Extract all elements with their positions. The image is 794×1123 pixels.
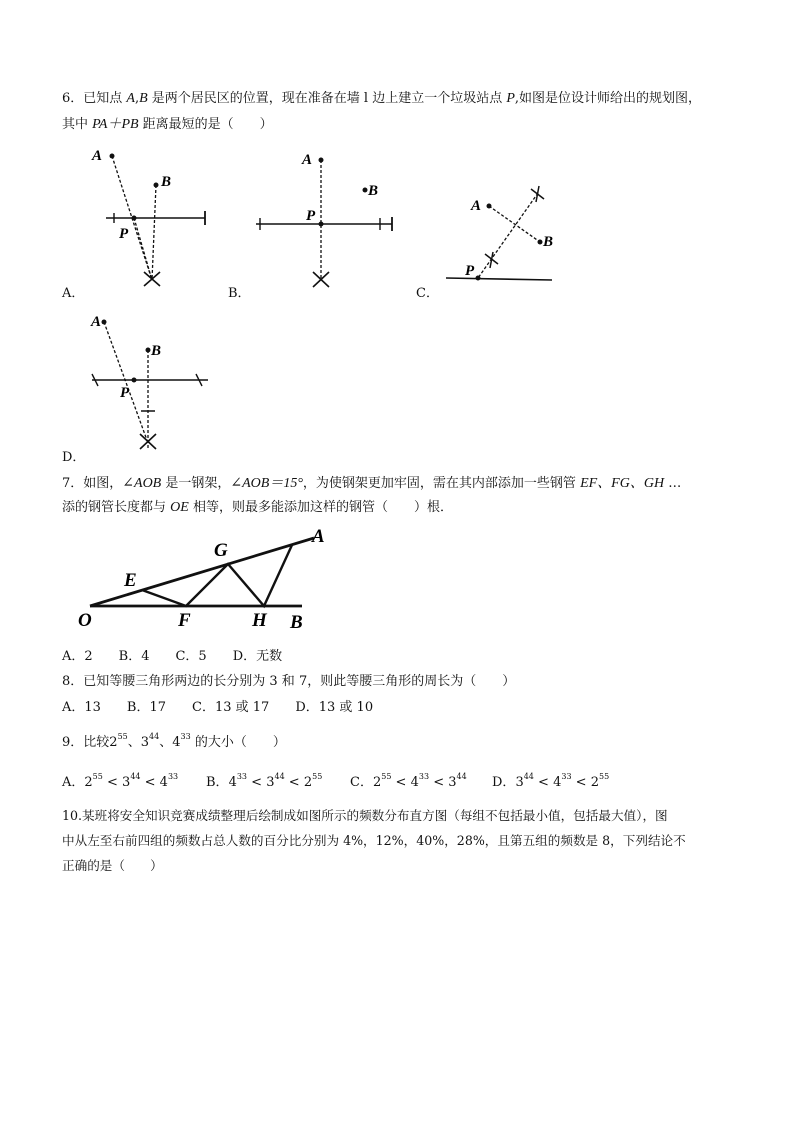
exp: 55 xyxy=(599,772,610,781)
base: 3 xyxy=(448,775,457,790)
lt: < xyxy=(102,775,123,790)
q10-stem-line1: 10.某班将安全知识竞赛成绩整理后绘制成如图所示的频数分布直方图（每组不包括最小值，包括最大值），图 xyxy=(62,808,668,823)
base: 2 xyxy=(84,775,93,790)
dashed-line xyxy=(489,206,540,242)
exp: 33 xyxy=(236,772,248,781)
q9-base: 3 xyxy=(140,735,150,750)
exp: 44 xyxy=(274,772,285,781)
base: 3 xyxy=(266,775,275,790)
label-f: F xyxy=(178,610,191,631)
label-a: A xyxy=(312,526,325,547)
q9-base: 2 xyxy=(109,735,118,750)
q7-text: … xyxy=(664,476,682,491)
q6-point-b: B xyxy=(139,91,148,106)
point-p-dot xyxy=(319,222,324,227)
base: 4 xyxy=(410,775,419,790)
point-a-dot xyxy=(487,204,492,209)
q7-angle-value: ∠AOB＝15° xyxy=(230,476,303,491)
exp: 55 xyxy=(92,772,103,781)
q7-text: 是一钢架， xyxy=(161,476,231,491)
point-a-dot xyxy=(102,320,107,325)
q6-point-a: A xyxy=(126,91,135,106)
base: 2 xyxy=(372,775,382,790)
dashed-line xyxy=(152,185,156,280)
exp: 44 xyxy=(523,772,534,781)
label-a: A xyxy=(91,314,102,330)
lt: < xyxy=(429,775,449,790)
q8-stem: 8．已知等腰三角形两边的长分别为 3 和 7，则此等腰三角形的周长为（ ） xyxy=(62,674,516,689)
q9-option-b xyxy=(206,774,322,792)
q6-text: ,如图是位设计师给出的规划图， xyxy=(514,91,702,106)
base: 4 xyxy=(228,775,237,790)
base: 2 xyxy=(590,775,599,790)
lt: < xyxy=(284,775,304,790)
exp: 33 xyxy=(167,772,179,781)
q6-option-c: C． xyxy=(416,286,439,301)
label-o: O xyxy=(78,610,92,631)
exp: 33 xyxy=(418,772,430,781)
label-p: P xyxy=(119,226,129,242)
point-p-dot xyxy=(132,378,137,383)
q9-sep: 、 xyxy=(159,735,173,750)
q9-option-c xyxy=(350,774,467,792)
label-b: B xyxy=(543,234,554,250)
label-b: B xyxy=(368,183,379,199)
label-a: A xyxy=(302,152,313,168)
base: 4 xyxy=(159,775,168,790)
dashed-line xyxy=(104,322,148,443)
exp: 44 xyxy=(456,772,467,781)
exp: 55 xyxy=(312,772,323,781)
lt: < xyxy=(391,775,411,790)
q6-stem-line1 xyxy=(62,90,701,108)
point-b-dot xyxy=(363,188,368,193)
label-b: B xyxy=(290,612,303,632)
point-a-dot xyxy=(319,158,324,163)
point-p-dot xyxy=(132,216,137,221)
q6-option-a: A． xyxy=(62,286,85,301)
opt-label: C． xyxy=(350,775,373,790)
base: 3 xyxy=(515,775,524,790)
base: 4 xyxy=(553,775,562,790)
q6-point-p: P xyxy=(506,91,515,106)
q9-base: 4 xyxy=(172,735,181,750)
q9-exponent: 55 xyxy=(117,732,128,741)
label-e: E xyxy=(124,570,137,591)
q6-option-b: B． xyxy=(228,286,251,301)
exp: 33 xyxy=(561,772,572,781)
label-a: A xyxy=(471,198,482,214)
label-p: P xyxy=(465,263,475,279)
q7-angle: ∠AOB xyxy=(122,476,162,491)
point-b-dot xyxy=(146,348,151,353)
q6-figure-a xyxy=(62,140,222,300)
q9-exponent: 33 xyxy=(180,732,191,741)
label-a: A xyxy=(92,148,103,164)
point-p-dot xyxy=(476,276,481,281)
q7-text: 添的钢管长度都与 xyxy=(62,500,171,515)
q6-text: 是两个居民区的位置，现在准备在墙 l 边上建立一个垃圾站点 xyxy=(147,91,507,106)
opt-label: A． xyxy=(62,775,85,790)
lt: < xyxy=(533,775,554,790)
q7-text: ，为使钢架更加牢固，需在其内部添加一些钢管 xyxy=(302,476,581,491)
base: 3 xyxy=(122,775,131,790)
q7-text: 7．如图， xyxy=(62,476,123,491)
q9-stem xyxy=(62,734,286,752)
q7-stem-line2 xyxy=(62,499,453,517)
q7-figure xyxy=(62,522,352,632)
q7-stem-line1 xyxy=(62,475,681,493)
q9-text: 9．比较 xyxy=(62,735,110,750)
q6-text: 距离最短的是（ ） xyxy=(138,117,273,132)
label-b: B xyxy=(151,343,162,359)
q6-comma: , xyxy=(134,91,140,106)
exp: 55 xyxy=(381,772,392,781)
point-b-dot xyxy=(538,240,543,245)
lt: < xyxy=(247,775,267,790)
label-p: P xyxy=(306,208,316,224)
opt-label: D． xyxy=(492,775,516,790)
q9-option-a xyxy=(62,774,178,792)
q7-text: 相等，则最多能添加这样的钢管（ ）根． xyxy=(188,500,453,515)
q7-pipes: EF、FG、GH xyxy=(580,476,665,491)
label-p: P xyxy=(120,385,130,401)
label-b: B xyxy=(161,174,172,190)
q9-text: 的大小（ ） xyxy=(190,735,286,750)
q6-figure-c xyxy=(440,180,570,300)
label-g: G xyxy=(214,540,228,561)
exp: 44 xyxy=(130,772,141,781)
q6-text: 其中 xyxy=(62,117,93,132)
q10-stem-line2: 中从左至右前四组的频数占总人数的百分比分别为 4%，12%，40%，28%，且第五组的频数是 8，下列结论不 xyxy=(62,833,686,848)
q6-option-d: D． xyxy=(62,450,86,465)
point-a-dot xyxy=(110,154,115,159)
label-h: H xyxy=(252,610,267,631)
q6-text: 6．已知点 xyxy=(62,91,127,106)
lt: < xyxy=(571,775,591,790)
q8-options: A．13 B．17 C．13 或 17 D．13 或 10 xyxy=(62,700,374,715)
q10-stem-line3: 正确的是（ ） xyxy=(62,858,163,873)
q6-figure-d xyxy=(62,308,222,458)
wall-line xyxy=(446,278,552,280)
point-b-dot xyxy=(154,183,159,188)
q6-expression: PA＋PB xyxy=(92,117,139,132)
dashed-line xyxy=(134,218,152,280)
q9-exponent: 44 xyxy=(149,732,160,741)
opt-label: B． xyxy=(206,775,229,790)
lt: < xyxy=(140,775,160,790)
base: 2 xyxy=(303,775,313,790)
q7-options: A．2 B．4 C．5 D．无数 xyxy=(62,649,283,664)
q6-figure-b xyxy=(240,140,410,300)
q9-option-d xyxy=(492,774,609,792)
q6-stem-line2 xyxy=(62,116,273,134)
q9-sep: 、 xyxy=(127,735,141,750)
q7-segment-oe: OE xyxy=(170,500,189,515)
